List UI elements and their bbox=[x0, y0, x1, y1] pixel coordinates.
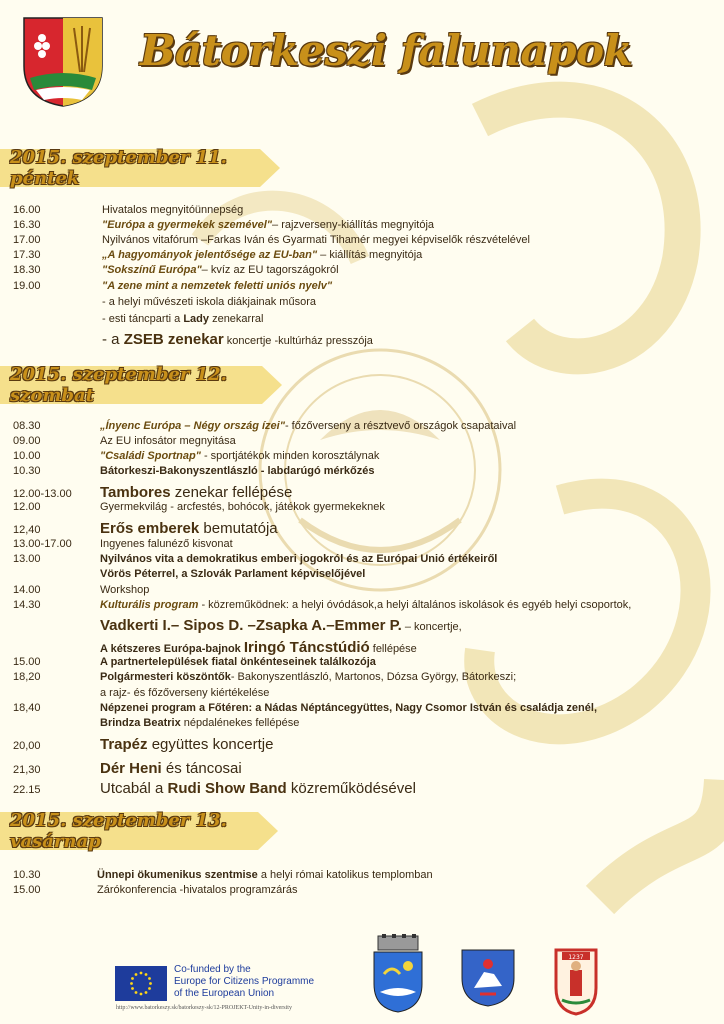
description-part: – kiállítás megnyitója bbox=[317, 249, 423, 261]
schedule-description bbox=[100, 568, 365, 580]
description-part: – rajzverseny-kiállítás megnyitója bbox=[272, 219, 435, 231]
schedule-description bbox=[100, 520, 278, 537]
schedule-item bbox=[0, 702, 724, 717]
schedule-item bbox=[0, 599, 724, 614]
schedule-time: 22.15 bbox=[13, 784, 41, 796]
schedule-item bbox=[0, 465, 724, 480]
schedule-time: 15.00 bbox=[13, 656, 41, 668]
day-2-heading: 2015. szeptember 12. szombat bbox=[0, 366, 262, 404]
schedule-description bbox=[100, 599, 631, 611]
description-part: Erős emberek bbox=[100, 520, 200, 537]
description-part: Gyermekvilág - arcfestés, bohócok, játékok gyermekeknek bbox=[100, 501, 385, 513]
schedule-time: 13.00-17.00 bbox=[13, 538, 72, 550]
schedule-description bbox=[97, 884, 298, 896]
schedule-item bbox=[0, 639, 724, 654]
martonos-coat-of-arms-icon bbox=[460, 948, 516, 1008]
description-part: Vörös Péterrel, a Szlovák Parlament képviselőjével bbox=[100, 568, 366, 580]
schedule-description bbox=[100, 584, 149, 596]
schedule-description bbox=[102, 234, 530, 246]
description-part: - a helyi művészeti iskola diákjainak műsora bbox=[102, 296, 316, 308]
schedule-item bbox=[0, 264, 724, 279]
description-part: "Sokszínű Európa" bbox=[102, 264, 202, 276]
schedule-time: 14.30 bbox=[13, 599, 41, 611]
schedule-item bbox=[0, 435, 724, 450]
description-part: Nyilvános vitafórum –Farkas Iván és Gyarmati Tihamér megyei képviselők részvételével bbox=[102, 234, 530, 246]
schedule-time: 16.30 bbox=[13, 219, 41, 231]
description-part: Hivatalos megnyitóünnepség bbox=[102, 204, 244, 216]
schedule-description bbox=[102, 313, 263, 325]
description-part: fellépése bbox=[369, 643, 417, 655]
schedule-item bbox=[0, 717, 724, 732]
schedule-item bbox=[0, 450, 724, 465]
description-part: Népzenei program a Főtéren: a Nádas Néptáncegyüttes, Nagy Csomor István és családja zenél, bbox=[100, 702, 597, 714]
schedule-item bbox=[0, 249, 724, 264]
schedule-item bbox=[0, 219, 724, 234]
schedule-time: 17.00 bbox=[13, 234, 41, 246]
schedule-description bbox=[100, 736, 273, 753]
description-part: "A zene mint a nemzetek feletti uniós nyelv" bbox=[102, 280, 333, 292]
cofunded-text: Co-funded by the Europe for Citizens Programme of the European Union bbox=[174, 964, 315, 999]
schedule-item bbox=[0, 568, 724, 583]
schedule-description bbox=[100, 717, 299, 729]
schedule-item bbox=[0, 501, 724, 516]
schedule-item bbox=[0, 553, 724, 568]
schedule-item bbox=[0, 420, 724, 435]
schedule-description bbox=[102, 249, 422, 261]
schedule-time: 18.30 bbox=[13, 264, 41, 276]
schedule-description bbox=[100, 702, 597, 714]
schedule-description bbox=[100, 501, 385, 513]
description-part: Ingyenes falunéző kisvonat bbox=[100, 538, 233, 550]
schedule-description bbox=[100, 420, 516, 432]
schedule-time: 12.00-13.00 bbox=[13, 488, 72, 500]
schedule-item bbox=[0, 313, 724, 328]
description-part: a rajz- és főzőverseny kiértékelése bbox=[100, 687, 270, 699]
description-part: Polgármesteri köszöntők bbox=[100, 671, 231, 683]
description-part: és táncosai bbox=[161, 760, 242, 777]
schedule-time: 10.30 bbox=[13, 869, 41, 881]
description-part: Az EU infosátor megnyitása bbox=[100, 435, 236, 447]
schedule-time: 13.00 bbox=[13, 553, 41, 565]
description-part: Zárókonferencia -hivatalos programzárás bbox=[97, 884, 298, 896]
day-3-heading: 2015. szeptember 13. vasárnap bbox=[0, 812, 258, 850]
schedule-item bbox=[0, 538, 724, 553]
schedule-description bbox=[100, 435, 236, 447]
description-part: - a bbox=[102, 331, 124, 348]
schedule-description bbox=[102, 219, 434, 231]
schedule-time: 14.00 bbox=[13, 584, 41, 596]
description-part: Utcabál a bbox=[100, 780, 168, 797]
description-part: közreműködésével bbox=[286, 780, 416, 797]
description-part: Workshop bbox=[100, 584, 150, 596]
description-part: A partnertelepülések fiatal önkénteseinek találkozója bbox=[100, 656, 376, 668]
description-part: - esti táncparti a bbox=[102, 313, 184, 325]
description-part: népdalénekes fellépése bbox=[180, 717, 300, 729]
schedule-description bbox=[100, 656, 376, 668]
schedule-time: 20,00 bbox=[13, 740, 41, 752]
day-1-heading: 2015. szeptember 11. péntek bbox=[0, 149, 260, 187]
schedule-description bbox=[100, 760, 242, 777]
description-part: bemutatója bbox=[199, 520, 278, 537]
schedule-time: 19.00 bbox=[13, 280, 41, 292]
description-part: Tambores bbox=[100, 484, 171, 501]
description-part: - közreműködnek: a helyi óvódások,a helyi általános iskolások és egyéb helyi csoportok, bbox=[198, 599, 632, 611]
schedule-description bbox=[100, 671, 516, 683]
schedule-item bbox=[0, 280, 724, 295]
description-part: zenekar fellépése bbox=[170, 484, 293, 501]
description-part: – koncertje, bbox=[401, 621, 462, 633]
schedule-description bbox=[102, 331, 373, 348]
schedule-item bbox=[0, 204, 724, 219]
schedule-description bbox=[102, 280, 332, 292]
description-part: Trapéz bbox=[100, 736, 148, 753]
eu-flag-icon bbox=[115, 966, 167, 1001]
main-title: Bátorkeszi falunapok bbox=[140, 26, 633, 75]
schedule-time: 10.00 bbox=[13, 450, 41, 462]
project-url: http://www.batorkeszy.sk/batorkeszy-sk/12-PROJEKT-Unity-in-diversity bbox=[116, 1005, 292, 1011]
schedule-item bbox=[0, 584, 724, 599]
schedule-description bbox=[100, 450, 379, 462]
schedule-time: 16.00 bbox=[13, 204, 41, 216]
description-part: Rudi Show Band bbox=[167, 780, 287, 797]
description-part: zenekarral bbox=[209, 313, 264, 325]
schedule-item bbox=[0, 687, 724, 702]
description-part: "Családi Sportnap" bbox=[100, 450, 201, 462]
schedule-time: 18,20 bbox=[13, 671, 41, 683]
description-part: „A hagyományok jelentősége az EU-ban" bbox=[102, 249, 318, 261]
schedule-description bbox=[100, 553, 497, 565]
schedule-description bbox=[100, 538, 233, 550]
description-part: - sportjátékok minden korosztálynak bbox=[200, 450, 380, 462]
description-part: „Ínyenc Európa – Négy ország ízei" bbox=[100, 420, 285, 432]
schedule-time: 17.30 bbox=[13, 249, 41, 261]
schedule-time: 18,40 bbox=[13, 702, 41, 714]
schedule-item bbox=[0, 869, 724, 884]
schedule-item bbox=[0, 656, 724, 671]
schedule-item bbox=[0, 520, 724, 535]
schedule-item bbox=[0, 884, 724, 899]
description-part: Vadkerti I.– Sipos D. –Zsapka A.–Emmer P. bbox=[100, 617, 402, 634]
schedule-description bbox=[102, 264, 339, 276]
batorkeszi-coat-of-arms-icon bbox=[22, 16, 104, 108]
description-part: a helyi római katolikus templomban bbox=[257, 869, 433, 881]
schedule-item bbox=[0, 484, 724, 499]
description-part: "Európa a gyermekek szemével" bbox=[102, 219, 273, 231]
description-part: Kulturális program bbox=[100, 599, 199, 611]
description-part: Dér Heni bbox=[100, 760, 162, 777]
description-part: – kvíz az EU tagországokról bbox=[201, 264, 339, 276]
schedule-description bbox=[100, 687, 269, 699]
description-part: Lady bbox=[183, 313, 210, 325]
schedule-time: 21,30 bbox=[13, 764, 41, 776]
schedule-item bbox=[0, 760, 724, 775]
schedule-item bbox=[0, 296, 724, 311]
schedule-time: 10.30 bbox=[13, 465, 41, 477]
crest-year: 1237 bbox=[568, 954, 584, 961]
schedule-description bbox=[102, 296, 316, 308]
schedule-description bbox=[100, 639, 417, 656]
schedule-item bbox=[0, 234, 724, 249]
schedule-item bbox=[0, 671, 724, 686]
schedule-time: 15.00 bbox=[13, 884, 41, 896]
schedule-time: 09.00 bbox=[13, 435, 41, 447]
description-part: A kétszeres Európa-bajnok bbox=[100, 643, 244, 655]
description-part: Bátorkeszi-Bakonyszentlászló - labdarúgó mérkőzés bbox=[100, 465, 375, 477]
description-part: Nyilvános vita a demokratikus emberi jogokról és az Európai Unió értékeiről bbox=[100, 553, 498, 565]
description-part: - Bakonyszentlászló, Martonos, Dózsa György, Bátorkeszi; bbox=[230, 671, 517, 683]
description-part: Brindza Beatrix bbox=[100, 717, 181, 729]
schedule-description bbox=[100, 484, 292, 501]
description-part: Ünnepi ökumenikus szentmise bbox=[97, 869, 258, 881]
schedule-item bbox=[0, 331, 724, 346]
schedule-time: 12,40 bbox=[13, 524, 41, 536]
schedule-description bbox=[97, 869, 433, 881]
schedule-item bbox=[0, 780, 724, 795]
dozsa-gyorgy-coat-of-arms-icon bbox=[552, 944, 600, 1016]
description-part: együttes koncertje bbox=[147, 736, 274, 753]
schedule-item bbox=[0, 736, 724, 751]
schedule-description bbox=[100, 780, 416, 797]
schedule-description bbox=[100, 465, 374, 477]
bakonyszentlaszlo-coat-of-arms-icon bbox=[372, 934, 424, 1014]
schedule-time: 08.30 bbox=[13, 420, 41, 432]
description-part: koncertje -kultúrház presszója bbox=[223, 335, 373, 347]
description-part: - főzőverseny a résztvevő országok csapataival bbox=[284, 420, 517, 432]
schedule-item bbox=[0, 617, 724, 632]
schedule-time: 12.00 bbox=[13, 501, 41, 513]
schedule-description bbox=[102, 204, 243, 216]
schedule-description bbox=[100, 617, 462, 634]
description-part: ZSEB zenekar bbox=[123, 331, 224, 348]
description-part: Iringó Táncstúdió bbox=[243, 639, 370, 656]
